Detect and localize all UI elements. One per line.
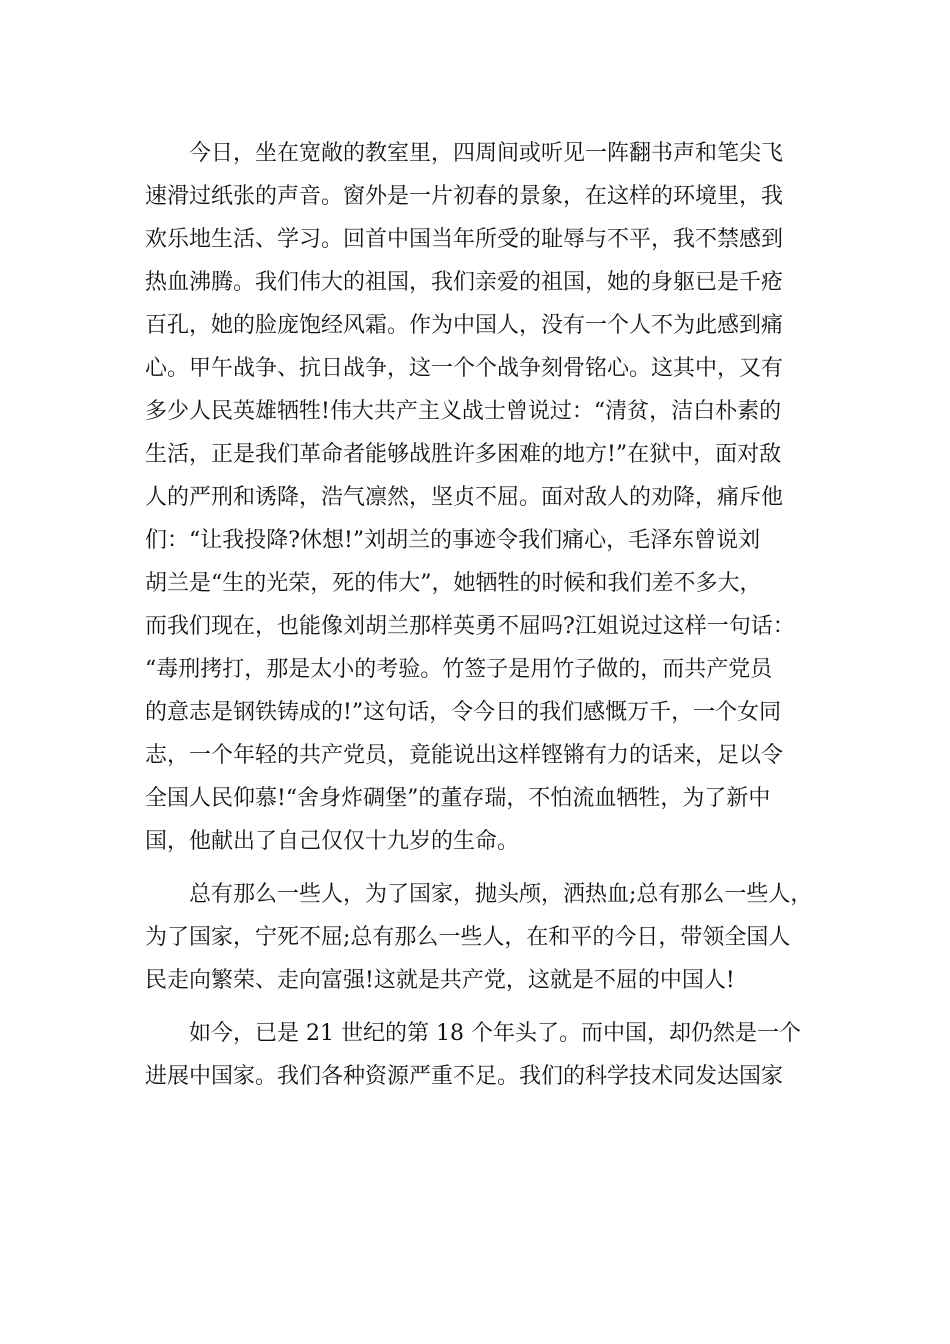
text-line: 的意志是钢铁铸成的!”这句话，令今日的我们感慨万千，一个女同 — [145, 700, 782, 725]
text-line: 民走向繁荣、走向富强!这就是共产党，这就是不屈的中国人! — [145, 968, 735, 993]
text-line: 人的严刑和诱降，浩气凛然，坚贞不屈。面对敌人的劝降，痛斥他 — [145, 485, 784, 510]
text-line: 总有那么一些人，为了国家，抛头颅，洒热血;总有那么一些人， — [189, 882, 813, 907]
essay-body — [145, 132, 813, 1098]
paragraph-spacer — [145, 863, 810, 873]
text-line: 多少人民英雄牺牲!伟大共产主义战士曾说过：“清贫，洁白朴素的 — [145, 399, 782, 424]
text-line: 志，一个年轻的共产党员，竟能说出这样铿锵有力的话来，足以令 — [145, 743, 784, 768]
text-line: 速滑过纸张的声音。窗外是一片初春的景象，在这样的环境里，我 — [145, 184, 784, 209]
text-line: 全国人民仰慕!“舍身炸碉堡”的董存瑞，不怕流血牺牲，为了新中 — [145, 786, 771, 811]
text-line: 心。甲午战争、抗日战争，这一个个战争刻骨铭心。这其中，又有 — [145, 356, 784, 381]
text-line: 热血沸腾。我们伟大的祖国，我们亲爱的祖国，她的身躯已是千疮 — [145, 270, 784, 295]
paragraph-3 — [145, 1012, 810, 1098]
text-line: 们：“让我投降?休想!”刘胡兰的事迹令我们痛心，毛泽东曾说刘 — [145, 528, 761, 553]
text-line: 百孔，她的脸庞饱经风霜。作为中国人，没有一个人不为此感到痛 — [145, 313, 784, 338]
text-line: 胡兰是“生的光荣，死的伟大”，她牺牲的时候和我们差不多大， — [145, 571, 762, 596]
text-line: 而我们现在，也能像刘胡兰那样英勇不屈吗?江姐说过这样一句话： — [145, 614, 795, 639]
text-line: “毒刑拷打，那是太小的考验。竹签子是用竹子做的，而共产党员 — [145, 657, 773, 682]
text-line: 进展中国家。我们各种资源严重不足。我们的科学技术同发达国家 — [145, 1064, 784, 1089]
text-line: 如今，已是 21 世纪的第 18 个年头了。而中国，却仍然是一个 — [189, 1021, 801, 1046]
text-line: 国，他献出了自己仅仅十九岁的生命。 — [145, 829, 520, 854]
text-line: 为了国家，宁死不屈;总有那么一些人，在和平的今日，带领全国人 — [145, 925, 791, 950]
paragraph-2 — [145, 873, 813, 1002]
text-line: 欢乐地生活、学习。回首中国当年所受的耻辱与不平，我不禁感到 — [145, 227, 784, 252]
paragraph-spacer — [145, 1002, 810, 1012]
text-line: 今日，坐在宽敞的教室里，四周间或听见一阵翻书声和笔尖飞 — [189, 141, 784, 166]
text-line: 生活，正是我们革命者能够战胜许多困难的地方!”在狱中，面对敌 — [145, 442, 782, 467]
paragraph-1 — [145, 132, 810, 863]
